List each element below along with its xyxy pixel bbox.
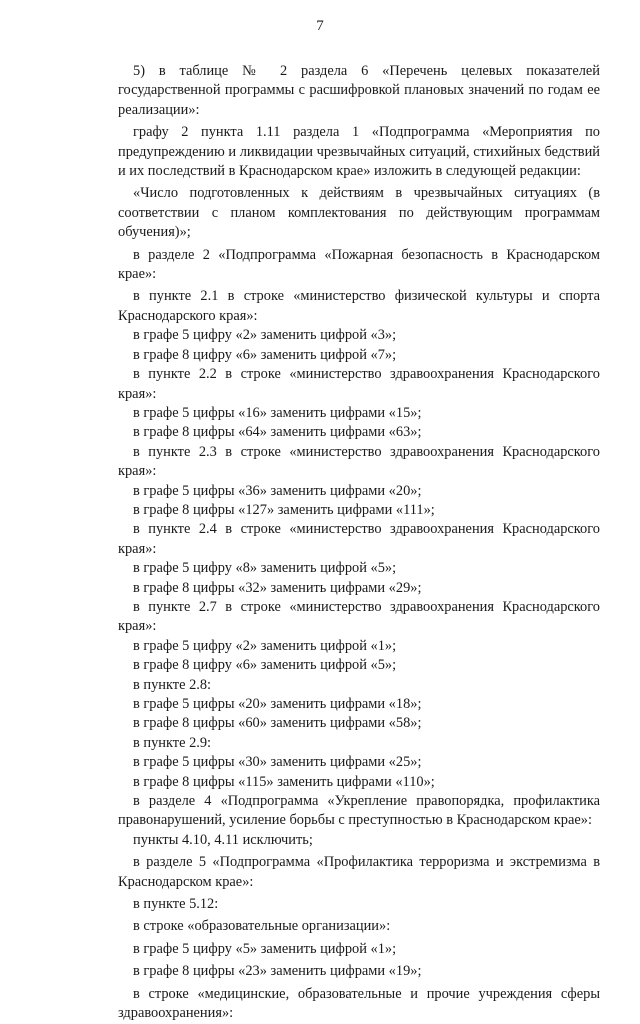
paragraph: в пункте 2.9: bbox=[133, 734, 212, 751]
paragraph: 5) в таблице № 2 раздела 6 «Перечень целевых показателей государственной программы с расшифровкой плановых значений по годам ее реализации»: bbox=[118, 63, 600, 118]
paragraph: в разделе 5 «Подпрограмма «Профилактика терроризма и экстремизма в Краснодарском крае»: bbox=[118, 854, 600, 890]
paragraph: в строке «образовательные организации»: bbox=[133, 918, 391, 935]
paragraph: в графе 5 цифры «20» заменить цифрами «18»; bbox=[133, 696, 422, 712]
paragraph: в графе 5 цифру «2» заменить цифрой «1»; bbox=[133, 637, 397, 654]
paragraph: в пункте 2.7 в строке «министерство здравоохранения Краснодарского края»: bbox=[118, 598, 600, 635]
paragraph: в графе 8 цифры «115» заменить цифрами «110»; bbox=[133, 773, 435, 790]
paragraph: в графе 8 цифры «23» заменить цифрами «19»; bbox=[133, 963, 422, 980]
paragraph: в графе 5 цифру «5» заменить цифрой «1»; bbox=[133, 940, 397, 957]
paragraph: «Число подготовленных к действиям в чрезвычайных ситуациях (в соответствии с планом комплектования по действующим программам обучения)»; bbox=[118, 185, 600, 241]
paragraph: в пункте 2.3 в строке «министерство здравоохранения Краснодарского края»: bbox=[118, 443, 600, 480]
paragraph: в графе 8 цифры «32» заменить цифрами «29»; bbox=[133, 579, 422, 596]
paragraph: пункты 4.10, 4.11 исключить; bbox=[133, 831, 313, 848]
document-body bbox=[118, 62, 600, 1024]
paragraph: в пункте 2.4 в строке «министерство здравоохранения Краснодарского края»: bbox=[118, 521, 600, 557]
paragraph: в графе 5 цифры «30» заменить цифрами «25»; bbox=[133, 754, 422, 771]
paragraph: в графе 8 цифру «6» заменить цифрой «7»; bbox=[133, 346, 397, 363]
paragraph: в пункте 2.1 в строке «министерство физической культуры и спорта Краснодарского края»: bbox=[118, 288, 600, 324]
paragraph: в разделе 4 «Подпрограмма «Укрепление правопорядка, профилактика правонарушений, усиление борьбы с преступностью в Краснодарском крае»: bbox=[118, 793, 600, 829]
paragraph: в графе 8 цифры «127» заменить цифрами «111»; bbox=[133, 501, 435, 518]
paragraph: в графе 8 цифры «60» заменить цифрами «58»; bbox=[133, 715, 422, 732]
paragraph: в графе 5 цифру «2» заменить цифрой «3»; bbox=[133, 327, 397, 344]
paragraph: графу 2 пункта 1.11 раздела 1 «Подпрограмма «Мероприятия по предупреждению и ликвидации чрезвычайных ситуаций, стихийных бедствий и их последствий в Краснодарском крае» изложить в следующей редакции: bbox=[118, 124, 600, 180]
page-number: 7 bbox=[316, 18, 324, 34]
paragraph: в графе 8 цифры «64» заменить цифрами «63»; bbox=[133, 424, 422, 441]
paragraph: в графе 5 цифры «16» заменить цифрами «15»; bbox=[133, 404, 422, 421]
paragraph: в графе 5 цифру «8» заменить цифрой «5»; bbox=[133, 560, 397, 577]
paragraph: в пункте 2.8: bbox=[133, 676, 212, 693]
paragraph: в графе 5 цифры «36» заменить цифрами «20»; bbox=[133, 482, 422, 499]
paragraph: в пункте 2.2 в строке «министерство здравоохранения Краснодарского края»: bbox=[118, 366, 600, 402]
paragraph: в графе 8 цифру «6» заменить цифрой «5»; bbox=[133, 657, 397, 674]
paragraph: в пункте 5.12: bbox=[133, 896, 219, 913]
paragraph: в строке «медицинские, образовательные и прочие учреждения сферы здравоохранения»: bbox=[118, 985, 600, 1022]
paragraph: в разделе 2 «Подпрограмма «Пожарная безопасность в Краснодарском крае»: bbox=[118, 246, 600, 283]
